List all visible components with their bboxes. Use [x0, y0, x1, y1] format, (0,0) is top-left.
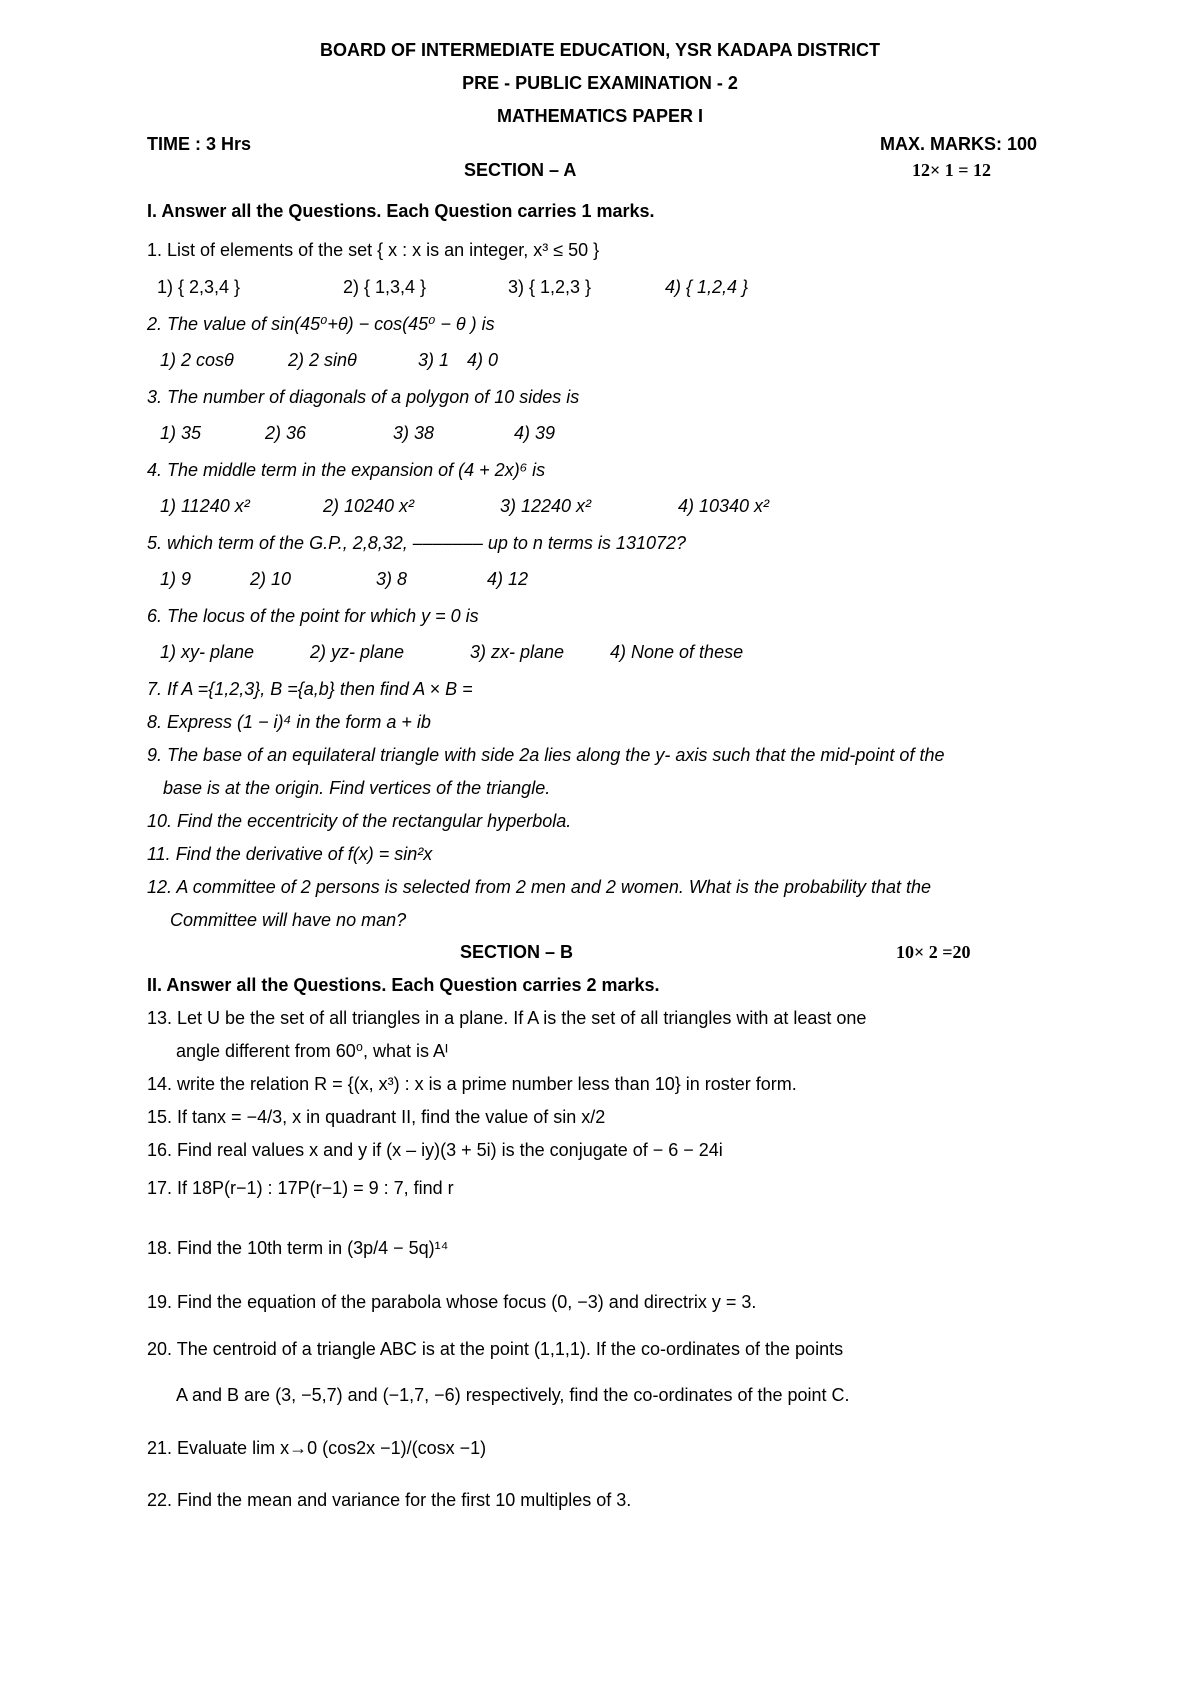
question-11: 11. Find the derivative of f(x) = sin²x — [147, 844, 433, 864]
q4-option-1: 1) 11240 x² — [160, 496, 250, 516]
question-13-cont: angle different from 60⁰, what is Aᴵ — [176, 1041, 449, 1061]
section-a-title: SECTION – A — [464, 160, 577, 180]
section-a-marks: 12× 1 = 12 — [912, 160, 992, 180]
section-b-title: SECTION – B — [460, 942, 574, 962]
question-21: 21. Evaluate lim x→0 (cos2x −1)/(cosx −1) — [147, 1438, 487, 1458]
question-13: 13. Let U be the set of all triangles in a plane. If A is the set of all triangles with at least one — [147, 1008, 867, 1028]
exam-title: PRE - PUBLIC EXAMINATION - 2 — [462, 73, 738, 93]
q1-option-4: 4) { 1,2,4 } — [665, 277, 749, 297]
question-15: 15. If tanx = −4/3, x in quadrant II, find the value of sin x/2 — [147, 1107, 606, 1127]
time-label: TIME : 3 Hrs — [147, 134, 252, 154]
q4-option-4: 4) 10340 x² — [678, 496, 770, 516]
paper-title: MATHEMATICS PAPER I — [497, 106, 703, 126]
question-19: 19. Find the equation of the parabola whose focus (0, −3) and directrix y = 3. — [147, 1292, 757, 1312]
q6-option-4: 4) None of these — [610, 642, 744, 662]
question-6: 6. The locus of the point for which y = 0 is — [147, 606, 479, 626]
q2-option-1: 1) 2 cosθ — [160, 350, 234, 370]
q4-option-3: 3) 12240 x² — [500, 496, 592, 516]
q2-option-3: 3) 1 — [418, 350, 450, 370]
q5-option-1: 1) 9 — [160, 569, 192, 589]
q2-option-4: 4) 0 — [467, 350, 499, 370]
question-8: 8. Express (1 − i)⁴ in the form a + ib — [147, 712, 431, 732]
q6-option-1: 1) xy- plane — [160, 642, 255, 662]
q5-option-3: 3) 8 — [376, 569, 408, 589]
q5-option-4: 4) 12 — [487, 569, 529, 589]
question-9: 9. The base of an equilateral triangle with side 2a lies along the y- axis such that the mid-point of the — [147, 745, 945, 765]
question-1: 1. List of elements of the set { x : x is an integer, x³ ≤ 50 } — [147, 240, 600, 260]
question-9-cont: base is at the origin. Find vertices of the triangle. — [163, 778, 551, 798]
question-10: 10. Find the eccentricity of the rectangular hyperbola. — [147, 811, 572, 831]
question-20-cont: A and B are (3, −5,7) and (−1,7, −6) respectively, find the co-ordinates of the point C. — [176, 1385, 850, 1405]
section-b-instruction: II. Answer all the Questions. Each Question carries 2 marks. — [147, 975, 660, 995]
question-7: 7. If A ={1,2,3}, B ={a,b} then find A × B = — [147, 679, 473, 699]
q3-option-2: 2) 36 — [265, 423, 307, 443]
question-4: 4. The middle term in the expansion of (4 + 2x)⁶ is — [147, 460, 546, 480]
q1-option-1: 1) { 2,3,4 } — [157, 277, 241, 297]
q6-option-3: 3) zx- plane — [470, 642, 565, 662]
question-18: 18. Find the 10th term in (3p/4 − 5q)¹⁴ — [147, 1238, 449, 1258]
question-22: 22. Find the mean and variance for the first 10 multiples of 3. — [147, 1490, 632, 1510]
question-12: 12. A committee of 2 persons is selected from 2 men and 2 women. What is the probability that the — [147, 877, 932, 897]
section-a-instruction: I. Answer all the Questions. Each Question carries 1 marks. — [147, 201, 655, 221]
question-5: 5. which term of the G.P., 2,8,32, ––––––– up to n terms is 131072? — [147, 533, 687, 553]
question-2: 2. The value of sin(45⁰+θ) − cos(45⁰ − θ ) is — [147, 314, 495, 334]
question-17: 17. If 18P(r−1) : 17P(r−1) = 9 : 7, find r — [147, 1178, 454, 1198]
max-marks-label: MAX. MARKS: 100 — [880, 134, 1038, 154]
question-16: 16. Find real values x and y if (x – iy)(3 + 5i) is the conjugate of − 6 − 24i — [147, 1140, 723, 1160]
q6-option-2: 2) yz- plane — [310, 642, 405, 662]
board-title: BOARD OF INTERMEDIATE EDUCATION, YSR KADAPA DISTRICT — [319, 40, 880, 60]
question-3: 3. The number of diagonals of a polygon of 10 sides is — [147, 387, 580, 407]
question-12-cont: Committee will have no man? — [170, 910, 407, 930]
question-20: 20. The centroid of a triangle ABC is at the point (1,1,1). If the co-ordinates of the points — [147, 1339, 844, 1359]
q3-option-3: 3) 38 — [393, 423, 435, 443]
q3-option-1: 1) 35 — [160, 423, 202, 443]
section-b-marks: 10× 2 =20 — [896, 942, 971, 962]
q2-option-2: 2) 2 sinθ — [288, 350, 357, 370]
q1-option-2: 2) { 1,3,4 } — [343, 277, 427, 297]
question-14: 14. write the relation R = {(x, x³) : x is a prime number less than 10} in roster form. — [147, 1074, 797, 1094]
q3-option-4: 4) 39 — [514, 423, 556, 443]
q5-option-2: 2) 10 — [250, 569, 292, 589]
q4-option-2: 2) 10240 x² — [323, 496, 415, 516]
q1-option-3: 3) { 1,2,3 } — [508, 277, 592, 297]
